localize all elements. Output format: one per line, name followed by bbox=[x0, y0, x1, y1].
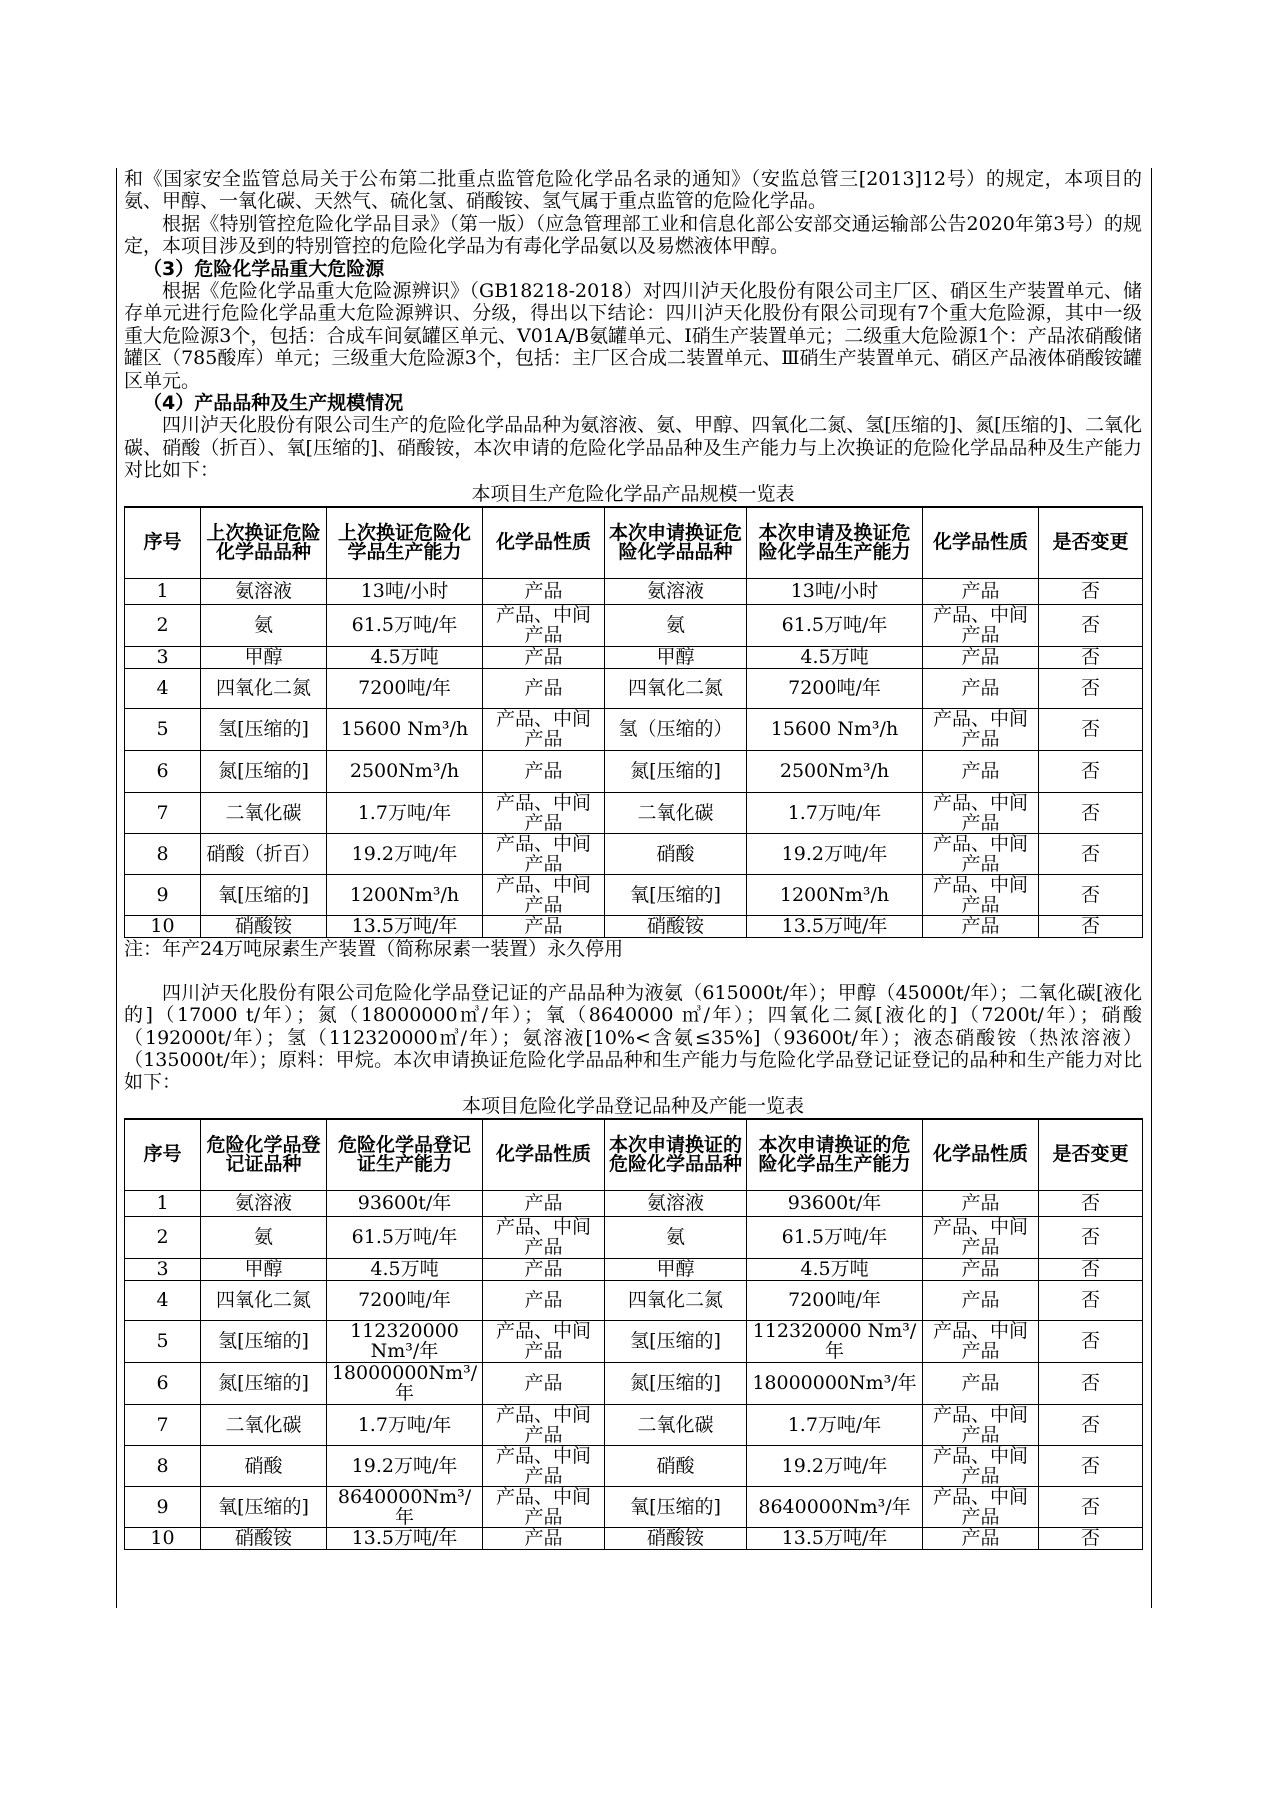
table-cell: 氧[压缩的] bbox=[605, 874, 747, 915]
table-cell: 产品、中间产品 bbox=[483, 1320, 605, 1362]
table-cell: 93600t/年 bbox=[747, 1190, 923, 1216]
table-cell: 10 bbox=[125, 1527, 201, 1549]
table-cell: 13.5万吨/年 bbox=[747, 1527, 923, 1549]
table-cell: 产品、中间产品 bbox=[923, 1216, 1039, 1258]
table-cell: 13吨/小时 bbox=[747, 578, 923, 604]
table-cell: 产品 bbox=[923, 1362, 1039, 1404]
table-cell: 硝酸 bbox=[605, 1445, 747, 1486]
table-row bbox=[125, 1320, 1143, 1362]
table-cell: 氨 bbox=[605, 604, 747, 646]
paragraph-hazard-source: 根据《危险化学品重大危险源辨识》（GB18218-2018）对四川泸天化股份有限公司主厂区、硝区生产装置单元、储存单元进行危险化学品重大危险源辨识、分级，得出以下结论：四川泸天化股份有限公司现有7个重大危险源，其中一级重大危险源3个，包括：合成车间氨罐区单元、V01A/B氨罐单元、Ⅰ硝生产装置单元；二级重大危险源1个：产品浓硝酸储罐区（785酸库）单元；三级重大危险源3个，包括：主厂区合成二装置单元、Ⅲ硝生产装置单元、硝区产品液体硝酸铵罐区单元。 bbox=[124, 280, 1142, 392]
table-cell: 7 bbox=[125, 1404, 201, 1445]
table-cell: 硝酸铵 bbox=[605, 915, 747, 937]
table-cell: 否 bbox=[1039, 1486, 1143, 1527]
table-cell: 硝酸（折百） bbox=[201, 833, 327, 874]
table-cell: 产品、中间产品 bbox=[483, 874, 605, 915]
table-cell: 19.2万吨/年 bbox=[327, 833, 483, 874]
table-cell: 否 bbox=[1039, 604, 1143, 646]
table-row bbox=[125, 1445, 1143, 1486]
table-cell: 1 bbox=[125, 1190, 201, 1216]
table-cell: 氨溶液 bbox=[605, 578, 747, 604]
table-cell: 氨 bbox=[201, 604, 327, 646]
column-header: 本次申请换证的危险化学品品种 bbox=[605, 1119, 747, 1191]
table-cell: 产品 bbox=[483, 668, 605, 708]
table-row bbox=[125, 1362, 1143, 1404]
table-cell: 61.5万吨/年 bbox=[747, 1216, 923, 1258]
table-cell: 9 bbox=[125, 1486, 201, 1527]
table-cell: 产品、中间产品 bbox=[483, 1486, 605, 1527]
table-cell: 7 bbox=[125, 792, 201, 833]
table-cell: 产品 bbox=[483, 1190, 605, 1216]
table-cell: 二氧化碳 bbox=[605, 1404, 747, 1445]
table-cell: 产品 bbox=[923, 1527, 1039, 1549]
table-cell: 产品、中间产品 bbox=[923, 833, 1039, 874]
table-cell: 否 bbox=[1039, 1404, 1143, 1445]
table-cell: 产品、中间产品 bbox=[483, 708, 605, 750]
table-row bbox=[125, 1190, 1143, 1216]
table-cell: 5 bbox=[125, 1320, 201, 1362]
table-cell: 氨溶液 bbox=[201, 578, 327, 604]
table-cell: 硝酸铵 bbox=[201, 915, 327, 937]
table-cell: 产品 bbox=[923, 915, 1039, 937]
table-row bbox=[125, 1404, 1143, 1445]
column-header: 序号 bbox=[125, 1119, 201, 1191]
table-cell: 10 bbox=[125, 915, 201, 937]
column-header: 化学品性质 bbox=[923, 507, 1039, 579]
table-row bbox=[125, 750, 1143, 792]
table-cell: 否 bbox=[1039, 792, 1143, 833]
table-cell: 氨溶液 bbox=[605, 1190, 747, 1216]
table-cell: 2 bbox=[125, 604, 201, 646]
table-cell: 产品、中间产品 bbox=[483, 1445, 605, 1486]
table-header-row bbox=[125, 507, 1143, 579]
table-cell: 产品 bbox=[923, 578, 1039, 604]
paragraph-special-control: 根据《特别管控危险化学品目录》（第一版）（应急管理部工业和信息化部公安部交通运输部公告2020年第3号）的规定，本项目涉及到的特别管控的危险化学品为有毒化学品氨以及易燃液体甲醇。 bbox=[124, 212, 1142, 258]
table-cell: 3 bbox=[125, 1258, 201, 1280]
table-cell: 产品 bbox=[483, 646, 605, 668]
registration-capacity-table bbox=[124, 1118, 1143, 1550]
column-header: 序号 bbox=[125, 507, 201, 579]
paragraph-registration: 四川泸天化股份有限公司危险化学品登记证的产品品种为液氨（615000t/年）；甲醇（45000t/年）；二氧化碳[液化的]（17000 t/年）；氮（18000000㎥/年）；氧（8640000 ㎥/年）；四氧化二氮[液化的]（7200t/年）；硝酸（192000t/年）；氢（112320000㎥/年）；氨溶液[10%<含氨≤35%]（93600t/年）；液态硝酸铵（热浓溶液）（135000t/年）；原料：甲烷。本次申请换证危险化学品品种和生产能力与危险化学品登记证登记的品种和生产能力对比如下： bbox=[124, 981, 1142, 1094]
table-cell: 产品 bbox=[923, 750, 1039, 792]
table-cell: 氮[压缩的] bbox=[605, 750, 747, 792]
table-cell: 1.7万吨/年 bbox=[747, 792, 923, 833]
table-cell: 产品、中间产品 bbox=[923, 874, 1039, 915]
table-cell: 否 bbox=[1039, 1527, 1143, 1549]
table-cell: 6 bbox=[125, 750, 201, 792]
table-cell: 否 bbox=[1039, 915, 1143, 937]
table-row bbox=[125, 874, 1143, 915]
table-cell: 产品 bbox=[483, 578, 605, 604]
table-row bbox=[125, 646, 1143, 668]
table-cell: 硝酸铵 bbox=[605, 1527, 747, 1549]
table-cell: 产品、中间产品 bbox=[923, 708, 1039, 750]
table-cell: 112320000 Nm³/年 bbox=[747, 1320, 923, 1362]
table-cell: 产品、中间产品 bbox=[923, 604, 1039, 646]
table-row bbox=[125, 668, 1143, 708]
table-cell: 否 bbox=[1039, 1258, 1143, 1280]
table-cell: 甲醇 bbox=[605, 646, 747, 668]
table-cell: 产品 bbox=[483, 750, 605, 792]
table-cell: 61.5万吨/年 bbox=[327, 1216, 483, 1258]
table-cell: 4 bbox=[125, 668, 201, 708]
table-cell: 1200Nm³/h bbox=[747, 874, 923, 915]
table-cell: 5 bbox=[125, 708, 201, 750]
table-cell: 否 bbox=[1039, 646, 1143, 668]
table-cell: 硝酸 bbox=[201, 1445, 327, 1486]
table-cell: 二氧化碳 bbox=[201, 1404, 327, 1445]
table-cell: 8 bbox=[125, 833, 201, 874]
table-cell: 氮[压缩的] bbox=[201, 1362, 327, 1404]
table-cell: 61.5万吨/年 bbox=[747, 604, 923, 646]
table-row bbox=[125, 1258, 1143, 1280]
table-cell: 产品 bbox=[483, 915, 605, 937]
table-cell: 否 bbox=[1039, 1320, 1143, 1362]
table-cell: 1200Nm³/h bbox=[327, 874, 483, 915]
column-header: 化学品性质 bbox=[483, 507, 605, 579]
table-cell: 四氧化二氮 bbox=[605, 668, 747, 708]
table-cell: 产品 bbox=[483, 1362, 605, 1404]
table-row bbox=[125, 1280, 1143, 1320]
table-cell: 产品 bbox=[923, 668, 1039, 708]
table-cell: 2500Nm³/h bbox=[327, 750, 483, 792]
table-cell: 产品、中间产品 bbox=[483, 1404, 605, 1445]
table-cell: 7200吨/年 bbox=[327, 1280, 483, 1320]
table-cell: 二氧化碳 bbox=[605, 792, 747, 833]
table-cell: 四氧化二氮 bbox=[605, 1280, 747, 1320]
table-row bbox=[125, 1527, 1143, 1549]
table-cell: 甲醇 bbox=[201, 1258, 327, 1280]
table-row bbox=[125, 1486, 1143, 1527]
table-cell: 否 bbox=[1039, 1362, 1143, 1404]
table-cell: 四氧化二氮 bbox=[201, 668, 327, 708]
table-cell: 氮[压缩的] bbox=[605, 1362, 747, 1404]
table-cell: 4.5万吨 bbox=[747, 646, 923, 668]
table-cell: 3 bbox=[125, 646, 201, 668]
table-caption-registration: 本项目危险化学品登记品种及产能一览表 bbox=[461, 1094, 804, 1117]
table-cell: 否 bbox=[1039, 874, 1143, 915]
paragraph-regulation-list: 和《国家安全监管总局关于公布第二批重点监管危险化学品名录的通知》（安监总管三[2013]12号）的规定，本项目的氨、甲醇、一氧化碳、天然气、硫化氢、硝酸铵、氢气属于重点监管的危险化学品。 bbox=[124, 168, 1142, 213]
table-cell: 否 bbox=[1039, 1445, 1143, 1486]
column-header: 是否变更 bbox=[1039, 507, 1143, 579]
table-cell: 1.7万吨/年 bbox=[747, 1404, 923, 1445]
table-cell: 产品 bbox=[923, 1190, 1039, 1216]
column-header: 本次申请换证危险化学品品种 bbox=[605, 507, 747, 579]
table-cell: 8640000Nm³/年 bbox=[747, 1486, 923, 1527]
table-cell: 产品 bbox=[483, 1527, 605, 1549]
column-header: 危险化学品登记证生产能力 bbox=[327, 1119, 483, 1191]
table-cell: 产品、中间产品 bbox=[923, 1486, 1039, 1527]
table-cell: 2500Nm³/h bbox=[747, 750, 923, 792]
table-cell: 产品 bbox=[483, 1258, 605, 1280]
table-cell: 产品、中间产品 bbox=[923, 1445, 1039, 1486]
table-cell: 氧[压缩的] bbox=[201, 1486, 327, 1527]
table-cell: 氢[压缩的] bbox=[201, 708, 327, 750]
table-cell: 产品 bbox=[923, 1280, 1039, 1320]
table-cell: 4.5万吨 bbox=[327, 646, 483, 668]
table-cell: 氧[压缩的] bbox=[201, 874, 327, 915]
table-cell: 氨 bbox=[201, 1216, 327, 1258]
table-cell: 氢[压缩的] bbox=[201, 1320, 327, 1362]
table-cell: 1.7万吨/年 bbox=[327, 1404, 483, 1445]
table-cell: 13.5万吨/年 bbox=[327, 915, 483, 937]
table-row bbox=[125, 833, 1143, 874]
table-row bbox=[125, 1216, 1143, 1258]
table-row bbox=[125, 708, 1143, 750]
table-cell: 112320000 Nm³/年 bbox=[327, 1320, 483, 1362]
column-header: 本次申请及换证危险化学品生产能力 bbox=[747, 507, 923, 579]
table-cell: 13吨/小时 bbox=[327, 578, 483, 604]
table-row bbox=[125, 792, 1143, 833]
table-cell: 否 bbox=[1039, 668, 1143, 708]
column-header: 上次换证危险化学品品种 bbox=[201, 507, 327, 579]
table-cell: 产品 bbox=[923, 646, 1039, 668]
table-cell: 四氧化二氮 bbox=[201, 1280, 327, 1320]
table-cell: 氨 bbox=[605, 1216, 747, 1258]
column-header: 上次换证危险化学品生产能力 bbox=[327, 507, 483, 579]
table-cell: 19.2万吨/年 bbox=[747, 1445, 923, 1486]
table-cell: 产品、中间产品 bbox=[483, 604, 605, 646]
table-cell: 13.5万吨/年 bbox=[327, 1527, 483, 1549]
section-heading-hazard-source: （3）危险化学品重大危险源 bbox=[143, 257, 385, 280]
table-caption-production: 本项目生产危险化学品产品规模一览表 bbox=[471, 482, 795, 505]
column-header: 危险化学品登记证品种 bbox=[201, 1119, 327, 1191]
table-cell: 产品、中间产品 bbox=[923, 792, 1039, 833]
table-cell: 18000000Nm³/年 bbox=[747, 1362, 923, 1404]
column-header: 本次申请换证的危险化学品生产能力 bbox=[747, 1119, 923, 1191]
table-cell: 61.5万吨/年 bbox=[327, 604, 483, 646]
table-cell: 产品、中间产品 bbox=[483, 833, 605, 874]
table-cell: 15600 Nm³/h bbox=[327, 708, 483, 750]
table-cell: 产品、中间产品 bbox=[483, 1216, 605, 1258]
column-header: 化学品性质 bbox=[923, 1119, 1039, 1191]
table-cell: 15600 Nm³/h bbox=[747, 708, 923, 750]
table-cell: 2 bbox=[125, 1216, 201, 1258]
paragraph-product-scale: 四川泸天化股份有限公司生产的危险化学品品种为氨溶液、氨、甲醇、四氧化二氮、氢[压缩的]、氮[压缩的]、二氧化碳、硝酸（折百）、氧[压缩的]、硝酸铵，本次申请的危险化学品品种及生产能力与上次换证的危险化学品品种及生产能力对比如下： bbox=[124, 414, 1142, 482]
table-cell: 产品、中间产品 bbox=[923, 1404, 1039, 1445]
table-cell: 否 bbox=[1039, 578, 1143, 604]
table-cell: 13.5万吨/年 bbox=[747, 915, 923, 937]
table-cell: 氮[压缩的] bbox=[201, 750, 327, 792]
table-cell: 7200吨/年 bbox=[327, 668, 483, 708]
table-cell: 7200吨/年 bbox=[747, 668, 923, 708]
table-cell: 1.7万吨/年 bbox=[327, 792, 483, 833]
table-cell: 18000000Nm³/年 bbox=[327, 1362, 483, 1404]
table-cell: 产品、中间产品 bbox=[923, 1320, 1039, 1362]
table-cell: 甲醇 bbox=[605, 1258, 747, 1280]
table-cell: 4.5万吨 bbox=[747, 1258, 923, 1280]
table-cell: 氢[压缩的] bbox=[605, 1320, 747, 1362]
table-cell: 4 bbox=[125, 1280, 201, 1320]
table-row bbox=[125, 604, 1143, 646]
document-body bbox=[124, 168, 1142, 1550]
table-cell: 否 bbox=[1039, 1216, 1143, 1258]
table-cell: 产品、中间产品 bbox=[483, 792, 605, 833]
table-cell: 否 bbox=[1039, 833, 1143, 874]
table-cell: 7200吨/年 bbox=[747, 1280, 923, 1320]
table-cell: 氧[压缩的] bbox=[605, 1486, 747, 1527]
table-header-row bbox=[125, 1119, 1143, 1191]
table-cell: 二氧化碳 bbox=[201, 792, 327, 833]
table-cell: 8640000Nm³/年 bbox=[327, 1486, 483, 1527]
table-cell: 19.2万吨/年 bbox=[327, 1445, 483, 1486]
table-row bbox=[125, 578, 1143, 604]
table-cell: 4.5万吨 bbox=[327, 1258, 483, 1280]
section-heading-product-scale: （4）产品品种及生产规模情况 bbox=[143, 392, 404, 415]
table-cell: 否 bbox=[1039, 708, 1143, 750]
table-cell: 硝酸铵 bbox=[201, 1527, 327, 1549]
table-cell: 19.2万吨/年 bbox=[747, 833, 923, 874]
table-cell: 9 bbox=[125, 874, 201, 915]
table-cell: 产品 bbox=[923, 1258, 1039, 1280]
table-cell: 8 bbox=[125, 1445, 201, 1486]
table-cell: 甲醇 bbox=[201, 646, 327, 668]
table-cell: 氢（压缩的） bbox=[605, 708, 747, 750]
table-cell: 否 bbox=[1039, 750, 1143, 792]
table-cell: 否 bbox=[1039, 1190, 1143, 1216]
table-note: 注：年产24万吨尿素生产装置（简称尿素一装置）永久停用 bbox=[124, 937, 624, 960]
table-cell: 93600t/年 bbox=[327, 1190, 483, 1216]
column-header: 化学品性质 bbox=[483, 1119, 605, 1191]
table-cell: 氨溶液 bbox=[201, 1190, 327, 1216]
production-scale-table bbox=[124, 506, 1143, 938]
table-cell: 硝酸 bbox=[605, 833, 747, 874]
table-cell: 产品 bbox=[483, 1280, 605, 1320]
table-cell: 6 bbox=[125, 1362, 201, 1404]
table-row bbox=[125, 915, 1143, 937]
table-cell: 否 bbox=[1039, 1280, 1143, 1320]
column-header: 是否变更 bbox=[1039, 1119, 1143, 1191]
table-cell: 1 bbox=[125, 578, 201, 604]
